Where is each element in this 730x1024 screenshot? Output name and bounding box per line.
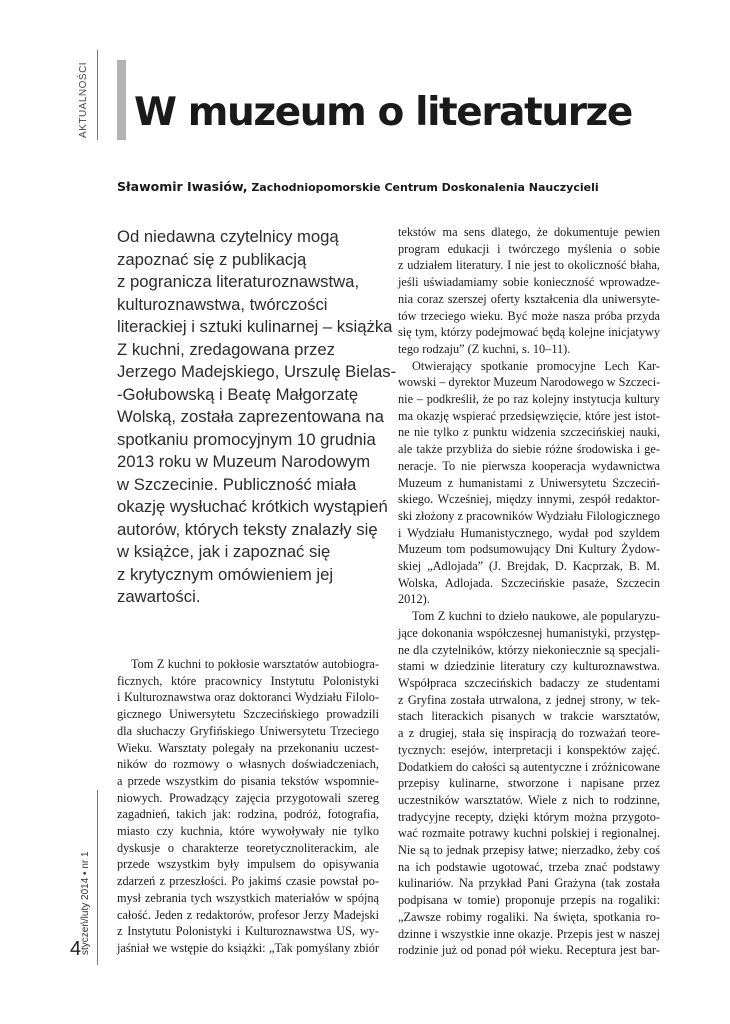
lead-line: w książce, jak i zapoznać się bbox=[117, 542, 331, 561]
byline-affiliation: Zachodniopomorskie Centrum Doskonalenia Nauczycieli bbox=[251, 181, 599, 194]
text-line: rodzinie już od ponad pół wieku. Receptura jest bar- bbox=[398, 943, 660, 958]
text-line: skiej „Adlojada” (J. Brejdak, D. Kacprzak, B. M. bbox=[398, 559, 660, 574]
lead-line: Jerzego Madejskiego, Urszulę Bielas- bbox=[117, 362, 397, 381]
text-line: ma okazję wspierać przedsięwzięcie, które jest istot- bbox=[398, 408, 660, 423]
text-line: mysł zebrania tych wszystkich materiałów w spójną bbox=[117, 890, 379, 905]
text-line: Dodatkiem do całości są autentyczne i zróżnicowane bbox=[398, 759, 660, 774]
lead-paragraph bbox=[117, 226, 397, 609]
text-line: kulinariów. Na przykład Pani Grażyna (tak została bbox=[398, 876, 660, 891]
text-line: skiego. Wcześniej, między innymi, zespół redaktor- bbox=[398, 492, 660, 507]
page-number: 4 bbox=[70, 938, 82, 960]
left-column bbox=[117, 656, 379, 957]
text-line: Nie są to jednak przepisy łatwe; nierzadko, żeby coś bbox=[398, 843, 660, 858]
text-line: tekstów ma sens dlatego, że dokumentuje pewien bbox=[398, 225, 660, 239]
text-line: na ich podstawie ugotować, trzeba znać podstawy bbox=[398, 859, 660, 874]
lead-line: autorów, których teksty znalazły się bbox=[117, 519, 378, 539]
text-line: uczestników warsztatów. Wiele z nich to rodzinne, bbox=[398, 792, 660, 807]
lead-line: Od niedawna czytelnicy mogą bbox=[117, 227, 339, 246]
text-line: niowych. Prowadzący zajęcia przygotowali szereg bbox=[117, 790, 379, 805]
text-line: Muzeum z humanistami z Uniwersytetu Szczeciń- bbox=[398, 475, 660, 490]
text-line: Tom Z kuchni to pokłosie warsztatów autobiogra- bbox=[131, 657, 379, 671]
lead-line: Z kuchni, zredagowana przez bbox=[117, 339, 335, 359]
lead-line: okazję wysłuchać krótkich wystąpień bbox=[117, 497, 388, 516]
text-line: Wieku. Warsztaty polegały na przekonaniu uczest- bbox=[117, 740, 379, 755]
footer-rule bbox=[97, 790, 98, 965]
text-line: „Zawsze robimy rogaliki. Na święta, spotkania ro- bbox=[398, 909, 660, 924]
text-line: tradycyjne recepty, dzięki którym można przygoto- bbox=[398, 809, 660, 824]
text-line: jeśli uświadamiamy sobie konieczność wprowadze- bbox=[398, 275, 660, 290]
text-line: dyskusje o charakterze teoretycznoliterackim, ale bbox=[117, 840, 379, 855]
text-line: ników do rozmowy o własnych doświadczeniach, bbox=[117, 757, 379, 772]
lead-line: zapoznać się z publikacją bbox=[117, 249, 307, 269]
text-line: gicznego Uniwersytetu Szczecińskiego prowadzili bbox=[117, 707, 379, 722]
text-line: dla słuchaczy Gryfińskiego Uniwersytetu Trzeciego bbox=[117, 723, 379, 738]
text-line: i Kulturoznawstwa oraz doktoranci Wydziału Filolo- bbox=[117, 690, 379, 705]
text-line: z Gryfina została utrwalona, z jednej strony, w tek- bbox=[398, 692, 660, 707]
article-title: W muzeum o literaturze bbox=[134, 90, 632, 135]
text-line: zagadnień, takich jak: rodzina, podróż, fotografia, bbox=[117, 807, 379, 822]
lead-line: kulturoznawstwa, twórczości bbox=[117, 294, 328, 314]
text-line: tycznych: esejów, interpretacji i konspektów zajęć. bbox=[398, 742, 660, 757]
text-line: stami w dziedzinie literatury czy kulturoznawstwa. bbox=[398, 659, 660, 674]
text-line: 2012). bbox=[398, 592, 430, 607]
byline bbox=[117, 179, 599, 194]
byline-author: Sławomir Iwasiów, bbox=[117, 179, 248, 194]
lead-line: spotkaniu promocyjnym 10 grudnia bbox=[117, 429, 376, 449]
lead-line: 2013 roku w Muzeum Narodowym bbox=[117, 452, 371, 471]
title-accent-bar bbox=[117, 60, 126, 140]
text-line: całość. Jeden z redaktorów, profesor Jerzy Madejski bbox=[117, 907, 379, 922]
text-line: przede wszystkim były impulsem do opisywania bbox=[117, 857, 379, 872]
text-line: nia coraz szerszej oferty kształcenia dla uniwersyte- bbox=[398, 291, 660, 306]
text-line: wać rozmaite potrawy kuchni polskiej i regionalnej. bbox=[398, 826, 660, 841]
text-line: ne nie tylko z punktu widzenia szczecińskiej nauki, bbox=[398, 425, 660, 440]
text-line: z udziałem literatury. I nie jest to okoliczność błaha, bbox=[398, 258, 660, 273]
issue-label: styczeń/luty 2014 • nr 1 bbox=[80, 851, 91, 955]
text-line: a z drugiej, stała się inspiracją do rozważań teore- bbox=[398, 726, 660, 741]
text-line: tego rodzaju” (Z kuchni, s. 10–11). bbox=[398, 341, 571, 356]
text-line: Wolska, Adlojada. Szczecińskie pasaże, Szczecin bbox=[398, 575, 660, 590]
lead-line: w Szczecinie. Publiczność miała bbox=[117, 474, 357, 494]
text-line: program edukacji i twórczego myślenia o sobie bbox=[398, 241, 660, 256]
text-line: ne dla czytelników, którzy niekoniecznie są specjali- bbox=[398, 642, 660, 657]
text-line: Współpraca szczecińskich badaczy ze studentami bbox=[398, 675, 660, 690]
lead-line: z krytycznym omówieniem jej bbox=[117, 564, 334, 584]
text-line: zdarzeń z przeszłości. Po jakimś czasie powstał po- bbox=[117, 874, 379, 889]
text-line: przepisy kulinarne, stworzone i napisane przez bbox=[398, 776, 660, 791]
text-line: się tym, którzy podejmować będą kolejne inicjatywy bbox=[398, 325, 660, 340]
text-line: podpisana w tomie) proponuje przepis na rogaliki: bbox=[398, 893, 660, 908]
text-line: tów trzeciego wieku. Być może nasza próba przyda bbox=[398, 308, 660, 323]
text-line: wowski – dyrektor Muzeum Narodowego w Szczeci- bbox=[398, 375, 661, 390]
lead-line: z pogranicza literaturoznawstwa, bbox=[117, 272, 360, 291]
text-line: a przede wszystkim do pisania tekstów wspomnie- bbox=[117, 773, 379, 788]
text-line: neracje. To nie pierwsza kooperacja wydawnictwa bbox=[398, 458, 660, 473]
section-label: AKTUALNOŚCI bbox=[78, 61, 89, 138]
text-line: Muzeum tom podsumowujący Dni Kultury Żydow- bbox=[398, 542, 660, 557]
text-line: i Wydziału Humanistycznego, wydał pod szyldem bbox=[398, 525, 660, 540]
text-line: jaśniał we wstępie do książki: „Tak pomyślany zbiór bbox=[117, 940, 379, 955]
text-line: stach literackich pisanych w trakcie warsztatów, bbox=[398, 709, 660, 724]
section-rule bbox=[97, 50, 98, 140]
lead-line: Wolską, została zaprezentowana na bbox=[117, 407, 384, 426]
text-line: Tom Z kuchni to dzieło naukowe, ale popularyzu- bbox=[412, 609, 660, 624]
text-line: ficznych, które pracownicy Instytutu Polonistyki bbox=[117, 673, 379, 688]
right-column bbox=[398, 224, 660, 959]
text-line: ski złożony z pracowników Wydziału Filologicznego bbox=[398, 508, 660, 523]
text-line: ale także przybliża do siebie różne środowiska i ge- bbox=[398, 442, 660, 457]
text-line: nie – podkreślił, że po raz kolejny instytucja kultury bbox=[398, 392, 660, 407]
lead-line: -Gołubowską i Beatę Małgorzatę bbox=[117, 384, 359, 404]
lead-line: literackiej i sztuki kulinarnej – książka bbox=[117, 317, 393, 336]
text-line: dzinne i wszystkie inne okazje. Przepis jest w naszej bbox=[398, 926, 660, 941]
lead-line: zawartości. bbox=[117, 587, 201, 606]
text-line: Otwierający spotkanie promocyjne Lech Kar- bbox=[412, 358, 660, 373]
text-line: jące dokonania współczesnej humanistyki, przystęp- bbox=[398, 625, 660, 640]
text-line: z Instytutu Polonistyki i Kulturoznawstwa US, wy- bbox=[117, 924, 379, 939]
text-line: miasto czy kuchnia, które wywoływały nie tylko bbox=[117, 824, 379, 839]
